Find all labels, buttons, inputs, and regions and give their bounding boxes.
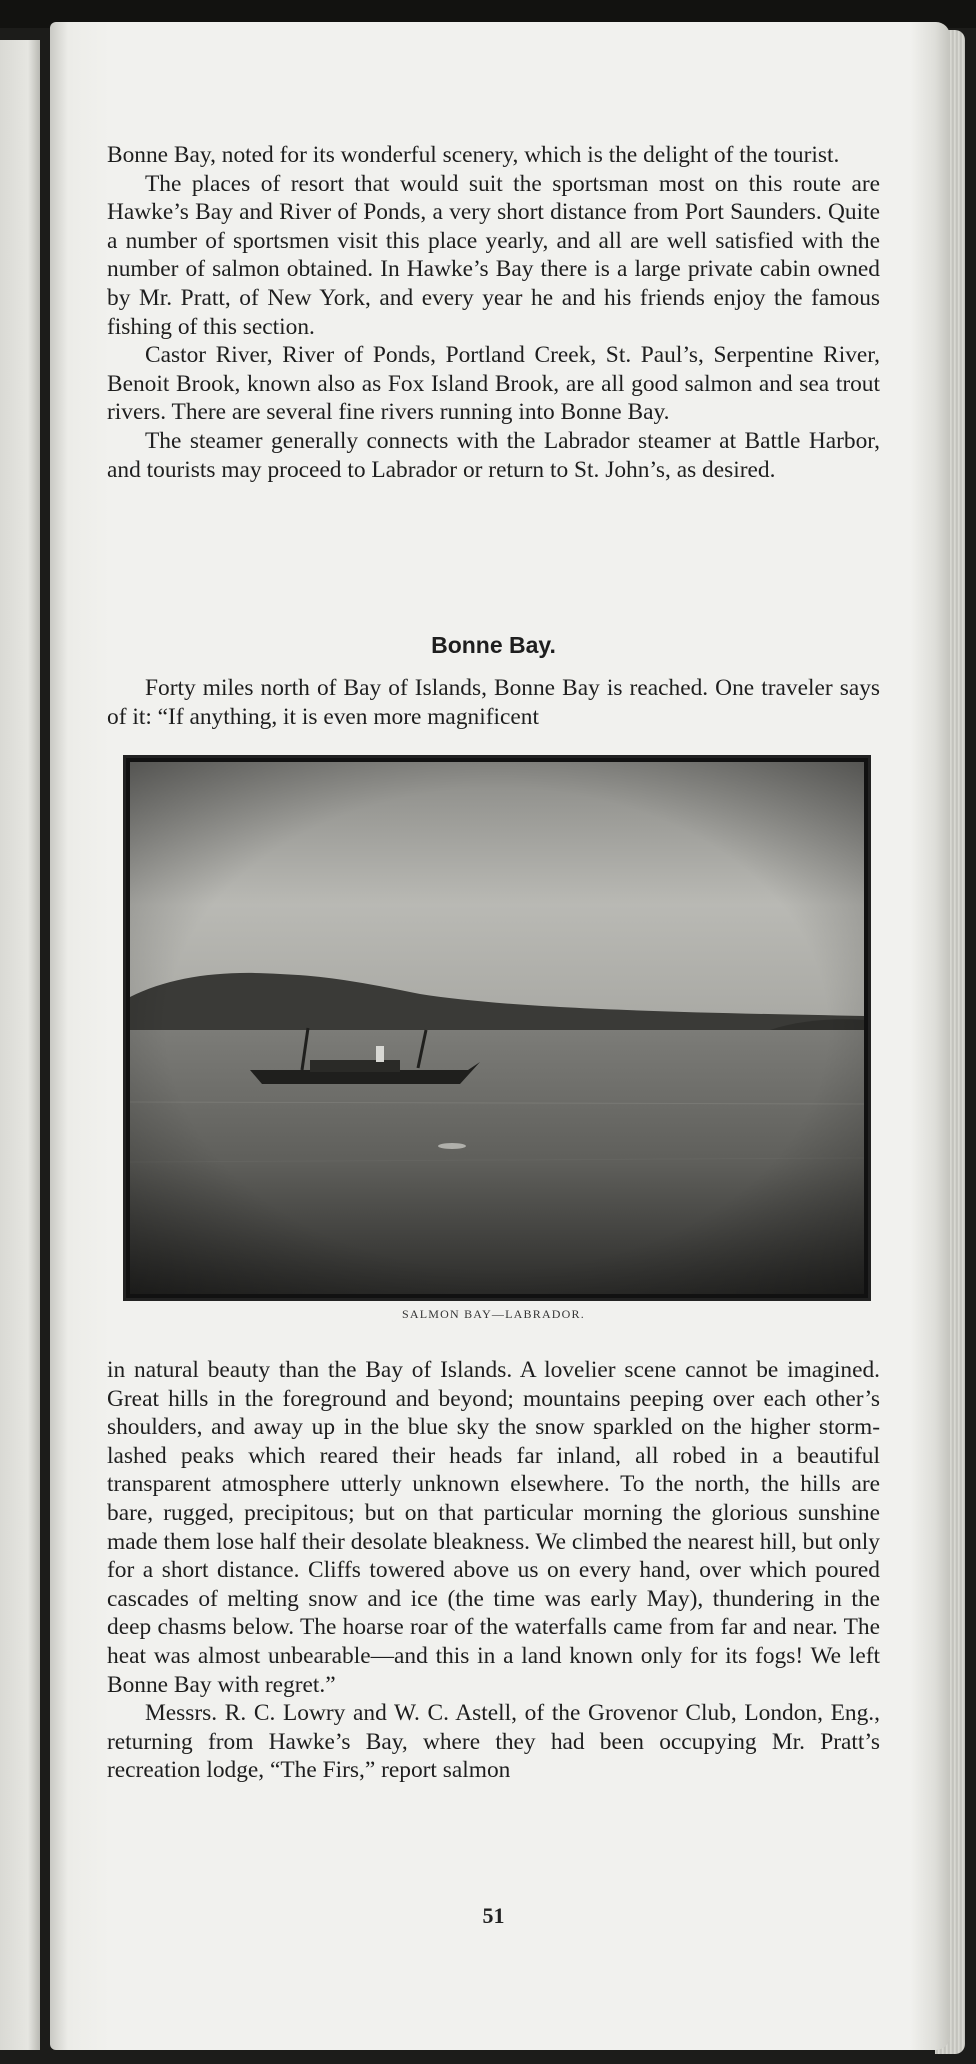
photo-salmon-bay-image xyxy=(130,762,864,1294)
paragraph-lowry-astell: Messrs. R. C. Lowry and W. C. Astell, of the Grovenor Club, London, Eng., returning from Hawke’s Bay, where they had been occupying Mr. Pratt’s recreation lodge, “The Firs,” report salmon xyxy=(107,1700,880,1784)
previous-page-edge xyxy=(0,40,40,2050)
paragraph-places-of-resort: The places of resort that would suit the sportsman most on this route are Hawke’s Bay and River of Ponds, a very short distance from Port Saunders. Quite a number of sportsmen visit this place yearly, and all are well satisfied with the number of salmon obtained. In Hawke’s Bay there is a large private cabin owned by Mr. Pratt, of New York, and every year he and his friends enjoy the famous fishing of this section. xyxy=(107,170,880,340)
bottom-text-block xyxy=(107,1356,880,1785)
paragraph-bonne-bay-intro: Bonne Bay, noted for its wonderful scenery, which is the delight of the tourist. xyxy=(107,142,840,168)
photo-caption: SALMON BAY—LABRADOR. xyxy=(402,1307,585,1321)
top-text-block xyxy=(107,141,880,484)
paragraph-forty-miles: Forty miles north of Bay of Islands, Bonne Bay is reached. One traveler says of it: “If anything, it is even more magnificent xyxy=(107,675,880,730)
photograph xyxy=(123,755,871,1301)
paragraph-quote-continued: in natural beauty than the Bay of Islands. A lovelier scene cannot be imagined. Great hills in the foreground and beyond; mountains peeping over each other’s shoulders, and away up in the blue sky the snow sparkled on the higher storm-lashed peaks which reared their heads far inland, all robed in a beautiful transparent atmosphere utterly unknown elsewhere. To the north, the hills are bare, rugged, precipitous; but on that particular morning the glorious sunshine made them lose half their desolate bleakness. We climbed the nearest hill, but only for a short distance. Cliffs towered above us on every hand, over which poured cascades of melting snow and ice (the time was early May), thundering in the deep chasms below. The hoarse roar of the waterfalls came from far and near. The heat was almost unbearable—and this in a land known only for its fogs! We left Bonne Bay with regret.” xyxy=(107,1357,880,1698)
paragraph-steamer: The steamer generally connects with the Labrador steamer at Battle Harbor, and tourists may proceed to Labrador or return to St. John’s, as desired. xyxy=(107,427,880,483)
paragraph-rivers: Castor River, River of Ponds, Portland Creek, St. Paul’s, Serpentine River, Benoit Brook, known also as Fox Island Brook, are all good salmon and sea trout rivers. There are several fine rivers running into Bonne Bay. xyxy=(107,342,880,426)
page-number: 51 xyxy=(482,1903,505,1928)
section-intro-block xyxy=(107,674,880,731)
section-heading: Bonne Bay. xyxy=(431,632,556,658)
